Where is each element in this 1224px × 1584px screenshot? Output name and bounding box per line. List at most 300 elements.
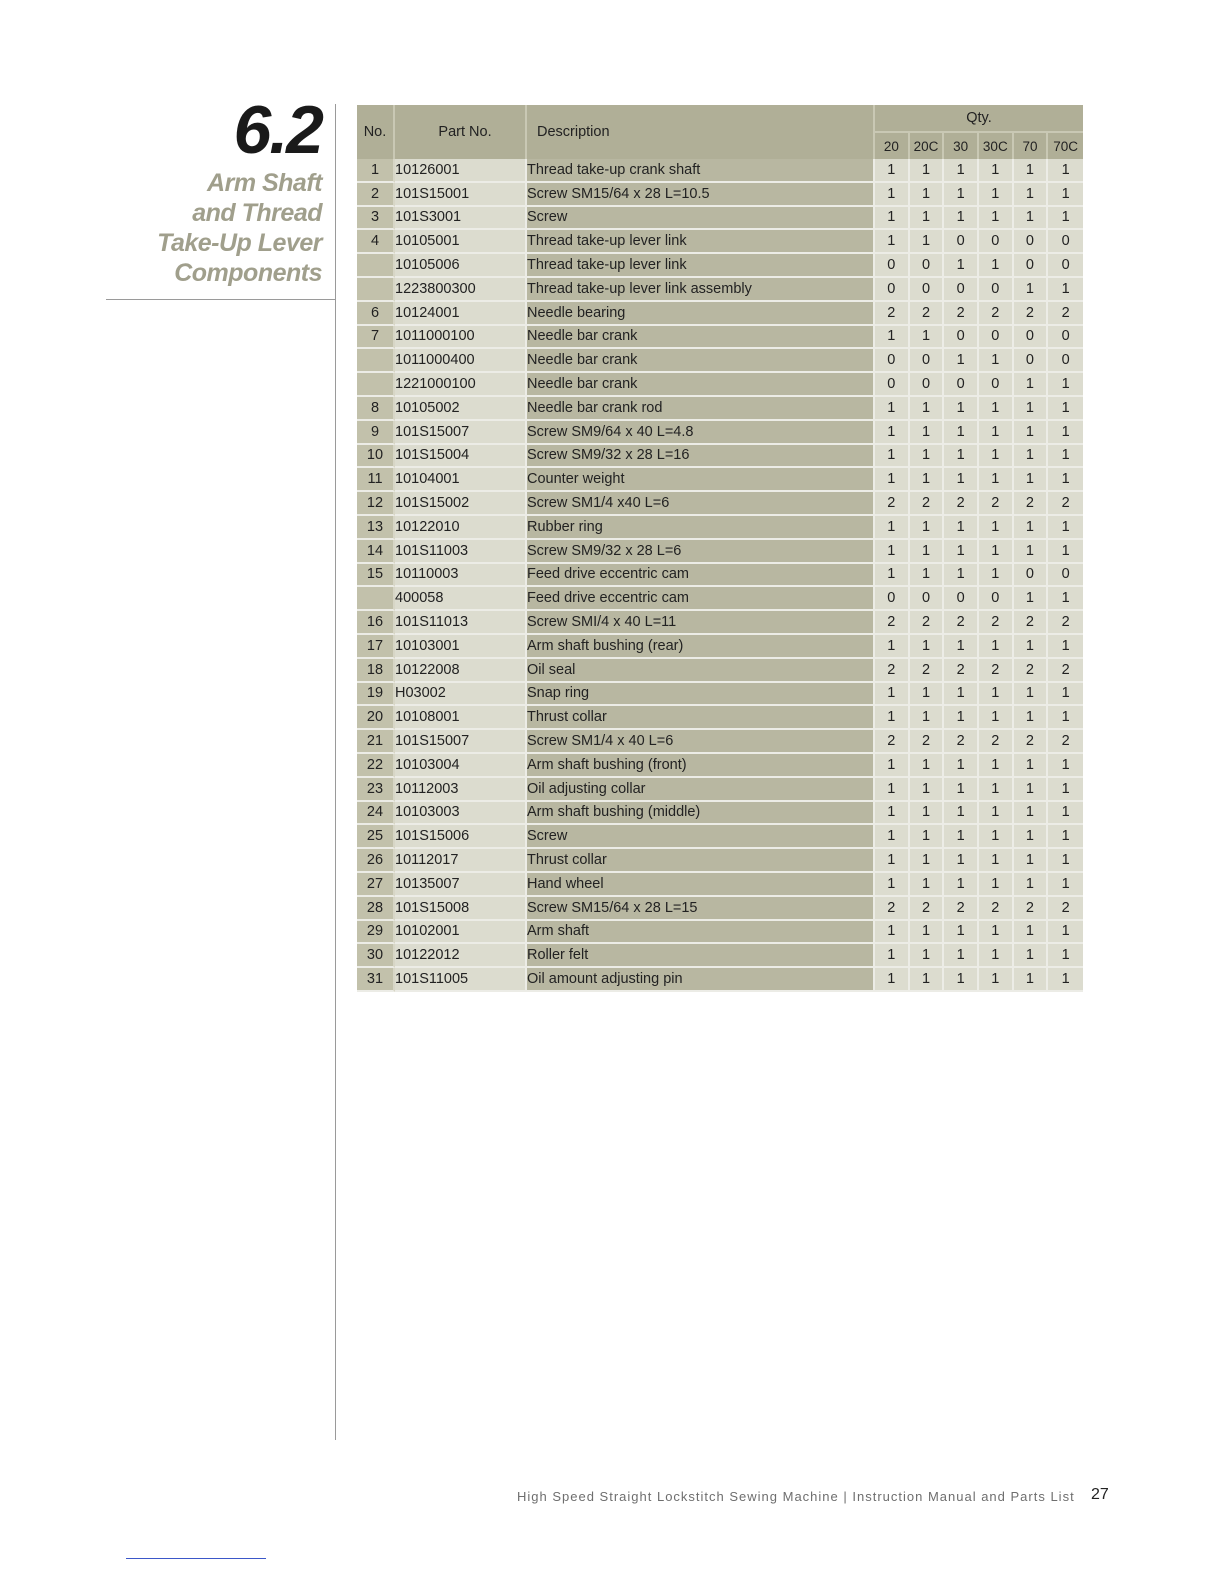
row-number: 28: [357, 897, 395, 921]
row-number: 7: [357, 326, 395, 350]
qty-cell: 2: [944, 659, 979, 683]
table-row: [357, 516, 1083, 540]
qty-cell: 1: [875, 516, 910, 540]
part-description: Arm shaft bushing (middle): [527, 802, 875, 826]
qty-cell: 0: [910, 254, 945, 278]
qty-cell: 1: [910, 683, 945, 707]
qty-cell: 1: [944, 516, 979, 540]
qty-cell: 1: [1048, 778, 1083, 802]
qty-cell: 0: [1048, 230, 1083, 254]
qty-cell: 1: [1014, 802, 1049, 826]
qty-cell: 2: [944, 611, 979, 635]
qty-cell: 1: [910, 183, 945, 207]
qty-cell: 2: [1014, 492, 1049, 516]
qty-cell: 2: [979, 302, 1014, 326]
qty-cell: 1: [1048, 278, 1083, 302]
qty-cell: 1: [875, 849, 910, 873]
qty-cell: 1: [910, 421, 945, 445]
table-row: [357, 468, 1083, 492]
qty-cell: 2: [875, 492, 910, 516]
part-number: 10104001: [395, 468, 527, 492]
table-row: [357, 802, 1083, 826]
qty-cell: 1: [1048, 802, 1083, 826]
table-row: [357, 445, 1083, 469]
qty-cell: 1: [979, 706, 1014, 730]
qty-cell: 1: [1014, 397, 1049, 421]
qty-cell: 0: [1048, 326, 1083, 350]
part-description: Counter weight: [527, 468, 875, 492]
qty-cell: 2: [910, 730, 945, 754]
qty-cell: 0: [979, 326, 1014, 350]
part-description: Thrust collar: [527, 849, 875, 873]
qty-cell: 1: [979, 778, 1014, 802]
qty-cell: 2: [1048, 302, 1083, 326]
qty-cell: 1: [1014, 207, 1049, 231]
qty-cell: 1: [944, 968, 979, 992]
row-number: 12: [357, 492, 395, 516]
qty-cell: 1: [910, 207, 945, 231]
part-number: 10122012: [395, 944, 527, 968]
qty-cell: 1: [910, 468, 945, 492]
part-description: Screw SM9/32 x 28 L=16: [527, 445, 875, 469]
section-number: 6.2: [233, 92, 322, 168]
qty-cell: 1: [944, 825, 979, 849]
part-number: 101S15008: [395, 897, 527, 921]
qty-cell: 1: [1014, 468, 1049, 492]
part-number: 101S11003: [395, 540, 527, 564]
qty-cell: 1: [910, 706, 945, 730]
qty-cell: 1: [875, 564, 910, 588]
qty-cell: 1: [1014, 587, 1049, 611]
header-part-no: Part No.: [395, 105, 527, 159]
part-number: 10103004: [395, 754, 527, 778]
qty-cell: 1: [875, 397, 910, 421]
section-title-line: Components: [174, 259, 322, 287]
qty-cell: 1: [979, 849, 1014, 873]
qty-cell: 1: [1048, 873, 1083, 897]
part-number: 101S11013: [395, 611, 527, 635]
part-number: 1223800300: [395, 278, 527, 302]
part-number: 10108001: [395, 706, 527, 730]
table-row: [357, 659, 1083, 683]
part-description: Oil adjusting collar: [527, 778, 875, 802]
section-title-line: Take-Up Lever: [157, 229, 322, 257]
qty-cell: 0: [1014, 230, 1049, 254]
row-number: 1: [357, 159, 395, 183]
table-row: [357, 730, 1083, 754]
part-description: Thread take-up lever link assembly: [527, 278, 875, 302]
qty-cell: 1: [979, 754, 1014, 778]
part-number: 101S15001: [395, 183, 527, 207]
qty-cell: 1: [875, 968, 910, 992]
qty-cell: 1: [1014, 873, 1049, 897]
qty-cell: 1: [910, 397, 945, 421]
qty-cell: 0: [944, 373, 979, 397]
part-description: Screw: [527, 207, 875, 231]
qty-cell: 2: [875, 730, 910, 754]
qty-cell: 1: [875, 540, 910, 564]
part-description: Needle bar crank: [527, 326, 875, 350]
qty-cell: 1: [910, 921, 945, 945]
qty-cell: 1: [1014, 921, 1049, 945]
table-row: [357, 564, 1083, 588]
qty-cell: 1: [944, 921, 979, 945]
row-number: 15: [357, 564, 395, 588]
qty-cell: 1: [1048, 587, 1083, 611]
qty-cell: 1: [875, 159, 910, 183]
qty-cell: 2: [944, 897, 979, 921]
qty-cell: 1: [1014, 159, 1049, 183]
table-row: [357, 373, 1083, 397]
row-number: 29: [357, 921, 395, 945]
qty-cell: 0: [875, 254, 910, 278]
qty-cell: 1: [1048, 159, 1083, 183]
qty-cell: 1: [979, 421, 1014, 445]
qty-cell: 1: [1048, 825, 1083, 849]
qty-cell: 2: [979, 730, 1014, 754]
qty-cell: 2: [875, 302, 910, 326]
qty-cell: 1: [944, 468, 979, 492]
qty-cell: 0: [979, 373, 1014, 397]
qty-cell: 1: [1014, 944, 1049, 968]
qty-cell: 1: [910, 802, 945, 826]
qty-cell: 1: [1014, 706, 1049, 730]
section-title-line: Arm Shaft: [207, 169, 322, 197]
part-description: Oil amount adjusting pin: [527, 968, 875, 992]
qty-cell: 1: [1014, 683, 1049, 707]
qty-cell: 1: [1014, 635, 1049, 659]
qty-cell: 2: [1014, 730, 1049, 754]
part-description: Screw SM15/64 x 28 L=15: [527, 897, 875, 921]
qty-cell: 1: [1048, 921, 1083, 945]
qty-cell: 1: [910, 159, 945, 183]
part-number: 10105002: [395, 397, 527, 421]
qty-cell: 1: [1048, 373, 1083, 397]
part-description: Needle bar crank rod: [527, 397, 875, 421]
table-row: [357, 849, 1083, 873]
qty-cell: 2: [979, 659, 1014, 683]
qty-cell: 1: [875, 921, 910, 945]
qty-cell: 1: [1048, 183, 1083, 207]
row-number: 27: [357, 873, 395, 897]
qty-cell: 1: [944, 207, 979, 231]
qty-cell: 1: [910, 968, 945, 992]
row-number: 20: [357, 706, 395, 730]
row-number: 16: [357, 611, 395, 635]
qty-cell: 1: [910, 445, 945, 469]
qty-cell: 1: [1014, 421, 1049, 445]
table-row: [357, 254, 1083, 278]
table-row: [357, 944, 1083, 968]
qty-cell: 1: [875, 207, 910, 231]
qty-cell: 1: [875, 825, 910, 849]
header-model: 20C: [910, 133, 945, 159]
qty-cell: 2: [1048, 897, 1083, 921]
qty-cell: 1: [875, 706, 910, 730]
qty-cell: 2: [875, 659, 910, 683]
qty-cell: 1: [1014, 183, 1049, 207]
qty-cell: 2: [910, 897, 945, 921]
qty-cell: 0: [944, 278, 979, 302]
table-row: [357, 968, 1083, 992]
qty-cell: 1: [979, 944, 1014, 968]
table-row: [357, 611, 1083, 635]
part-number: 10112003: [395, 778, 527, 802]
part-number: 10122010: [395, 516, 527, 540]
qty-cell: 2: [1048, 659, 1083, 683]
part-description: Needle bar crank: [527, 349, 875, 373]
qty-cell: 1: [979, 921, 1014, 945]
qty-cell: 2: [910, 659, 945, 683]
row-number: 11: [357, 468, 395, 492]
parts-table: [357, 105, 1083, 992]
part-number: 101S15002: [395, 492, 527, 516]
header-qty: Qty.: [875, 105, 1083, 133]
row-number: 24: [357, 802, 395, 826]
qty-cell: 1: [1048, 635, 1083, 659]
qty-cell: 2: [875, 897, 910, 921]
qty-cell: 0: [979, 278, 1014, 302]
table-row: [357, 397, 1083, 421]
qty-cell: 1: [944, 540, 979, 564]
table-row: [357, 230, 1083, 254]
qty-cell: 1: [875, 230, 910, 254]
header-model: 70C: [1048, 133, 1083, 159]
qty-cell: 1: [910, 778, 945, 802]
part-number: 10105006: [395, 254, 527, 278]
qty-cell: 1: [1014, 516, 1049, 540]
table-row: [357, 326, 1083, 350]
qty-cell: 1: [944, 445, 979, 469]
qty-cell: 1: [1048, 849, 1083, 873]
part-number: 101S15006: [395, 825, 527, 849]
qty-cell: 1: [979, 635, 1014, 659]
part-number: 10122008: [395, 659, 527, 683]
qty-cell: 1: [979, 564, 1014, 588]
qty-cell: 0: [875, 278, 910, 302]
qty-cell: 1: [875, 683, 910, 707]
part-number: 10124001: [395, 302, 527, 326]
qty-cell: 1: [910, 635, 945, 659]
qty-cell: 1: [1048, 207, 1083, 231]
part-number: 10112017: [395, 849, 527, 873]
qty-cell: 2: [944, 492, 979, 516]
part-description: Thrust collar: [527, 706, 875, 730]
table-row: [357, 754, 1083, 778]
header-model: 30: [944, 133, 979, 159]
part-number: 101S15004: [395, 445, 527, 469]
qty-cell: 1: [944, 397, 979, 421]
qty-cell: 0: [910, 349, 945, 373]
section-title-line: and Thread: [192, 199, 322, 227]
table-row: [357, 207, 1083, 231]
qty-cell: 1: [910, 326, 945, 350]
table-row: [357, 825, 1083, 849]
qty-cell: 1: [944, 706, 979, 730]
qty-cell: 1: [1048, 754, 1083, 778]
qty-cell: 1: [910, 944, 945, 968]
row-number: 22: [357, 754, 395, 778]
qty-cell: 1: [1014, 540, 1049, 564]
qty-cell: 1: [944, 873, 979, 897]
qty-cell: 1: [910, 516, 945, 540]
part-description: Screw SM9/64 x 40 L=4.8: [527, 421, 875, 445]
section-title: [82, 168, 322, 288]
table-row: [357, 778, 1083, 802]
qty-cell: 1: [1014, 373, 1049, 397]
qty-cell: 2: [1014, 611, 1049, 635]
qty-cell: 1: [944, 349, 979, 373]
qty-cell: 1: [910, 873, 945, 897]
row-number: 26: [357, 849, 395, 873]
qty-cell: 2: [875, 611, 910, 635]
header-description: Description: [527, 105, 875, 159]
part-description: Screw SM1/4 x40 L=6: [527, 492, 875, 516]
qty-cell: 0: [910, 278, 945, 302]
part-description: Thread take-up crank shaft: [527, 159, 875, 183]
part-number: 1221000100: [395, 373, 527, 397]
page-number: 27: [1091, 1486, 1109, 1503]
table-row: [357, 349, 1083, 373]
qty-cell: 0: [1048, 349, 1083, 373]
qty-cell: 1: [944, 849, 979, 873]
qty-cell: 1: [875, 778, 910, 802]
row-number: 17: [357, 635, 395, 659]
table-row: [357, 873, 1083, 897]
row-number: 4: [357, 230, 395, 254]
row-number: 25: [357, 825, 395, 849]
qty-cell: 1: [979, 873, 1014, 897]
qty-cell: 1: [875, 326, 910, 350]
qty-cell: 1: [1014, 278, 1049, 302]
qty-cell: 0: [910, 373, 945, 397]
qty-cell: 1: [1048, 683, 1083, 707]
qty-cell: 0: [1048, 564, 1083, 588]
part-number: 10103003: [395, 802, 527, 826]
qty-cell: 1: [910, 564, 945, 588]
qty-cell: 0: [1014, 254, 1049, 278]
header-no: No.: [357, 105, 395, 159]
qty-cell: 2: [979, 611, 1014, 635]
qty-cell: 0: [875, 373, 910, 397]
qty-cell: 1: [979, 968, 1014, 992]
table-row: [357, 421, 1083, 445]
row-number: 6: [357, 302, 395, 326]
part-number: 10102001: [395, 921, 527, 945]
qty-cell: 1: [979, 159, 1014, 183]
qty-cell: 1: [944, 802, 979, 826]
qty-cell: 1: [875, 873, 910, 897]
part-number: 1011000400: [395, 349, 527, 373]
qty-cell: 1: [1014, 968, 1049, 992]
part-number: 101S15007: [395, 730, 527, 754]
qty-cell: 0: [1014, 326, 1049, 350]
qty-cell: 1: [1048, 516, 1083, 540]
part-number: 101S15007: [395, 421, 527, 445]
qty-cell: 1: [1014, 849, 1049, 873]
row-number: 3: [357, 207, 395, 231]
part-number: 101S11005: [395, 968, 527, 992]
qty-cell: 1: [979, 183, 1014, 207]
table-row: [357, 302, 1083, 326]
qty-cell: 1: [910, 230, 945, 254]
header-model: 20: [875, 133, 910, 159]
part-description: Roller felt: [527, 944, 875, 968]
qty-cell: 1: [979, 349, 1014, 373]
qty-cell: 1: [1014, 825, 1049, 849]
qty-cell: 1: [944, 159, 979, 183]
part-number: 10103001: [395, 635, 527, 659]
qty-cell: 1: [1048, 397, 1083, 421]
qty-cell: 0: [875, 349, 910, 373]
part-number: 1011000100: [395, 326, 527, 350]
qty-cell: 1: [1014, 445, 1049, 469]
table-row: [357, 897, 1083, 921]
section-divider: [106, 299, 336, 300]
qty-cell: 1: [1048, 968, 1083, 992]
qty-cell: 0: [1048, 254, 1083, 278]
qty-cell: 1: [875, 421, 910, 445]
part-description: Thread take-up lever link: [527, 254, 875, 278]
table-row: [357, 635, 1083, 659]
table-row: [357, 183, 1083, 207]
part-description: Hand wheel: [527, 873, 875, 897]
qty-cell: 1: [1048, 944, 1083, 968]
qty-cell: 1: [1048, 421, 1083, 445]
table-row: [357, 540, 1083, 564]
row-number: 23: [357, 778, 395, 802]
table-row: [357, 587, 1083, 611]
part-description: Feed drive eccentric cam: [527, 564, 875, 588]
row-number: 2: [357, 183, 395, 207]
qty-cell: 2: [910, 492, 945, 516]
qty-cell: 0: [1014, 349, 1049, 373]
row-number: 14: [357, 540, 395, 564]
row-number: [357, 349, 395, 373]
part-number: 400058: [395, 587, 527, 611]
qty-cell: 2: [979, 492, 1014, 516]
table-row: [357, 159, 1083, 183]
row-number: [357, 254, 395, 278]
table-row: [357, 492, 1083, 516]
qty-cell: 0: [944, 230, 979, 254]
qty-cell: 1: [944, 254, 979, 278]
qty-cell: 2: [1014, 302, 1049, 326]
part-description: Screw: [527, 825, 875, 849]
qty-cell: 1: [875, 944, 910, 968]
row-number: [357, 278, 395, 302]
header-model: 30C: [979, 133, 1014, 159]
qty-cell: 1: [944, 183, 979, 207]
qty-cell: 1: [944, 421, 979, 445]
part-number: 10110003: [395, 564, 527, 588]
row-number: 30: [357, 944, 395, 968]
link-underline: [126, 1558, 266, 1559]
parts-table-body: [357, 159, 1083, 992]
table-row: [357, 278, 1083, 302]
qty-cell: 1: [1048, 540, 1083, 564]
qty-cell: 2: [944, 302, 979, 326]
qty-cell: 0: [875, 587, 910, 611]
part-description: Feed drive eccentric cam: [527, 587, 875, 611]
part-description: Screw SM9/32 x 28 L=6: [527, 540, 875, 564]
qty-cell: 1: [910, 540, 945, 564]
qty-cell: 1: [1014, 778, 1049, 802]
part-description: Screw SM1/4 x 40 L=6: [527, 730, 875, 754]
qty-cell: 1: [875, 635, 910, 659]
qty-cell: 2: [944, 730, 979, 754]
qty-cell: 2: [910, 302, 945, 326]
